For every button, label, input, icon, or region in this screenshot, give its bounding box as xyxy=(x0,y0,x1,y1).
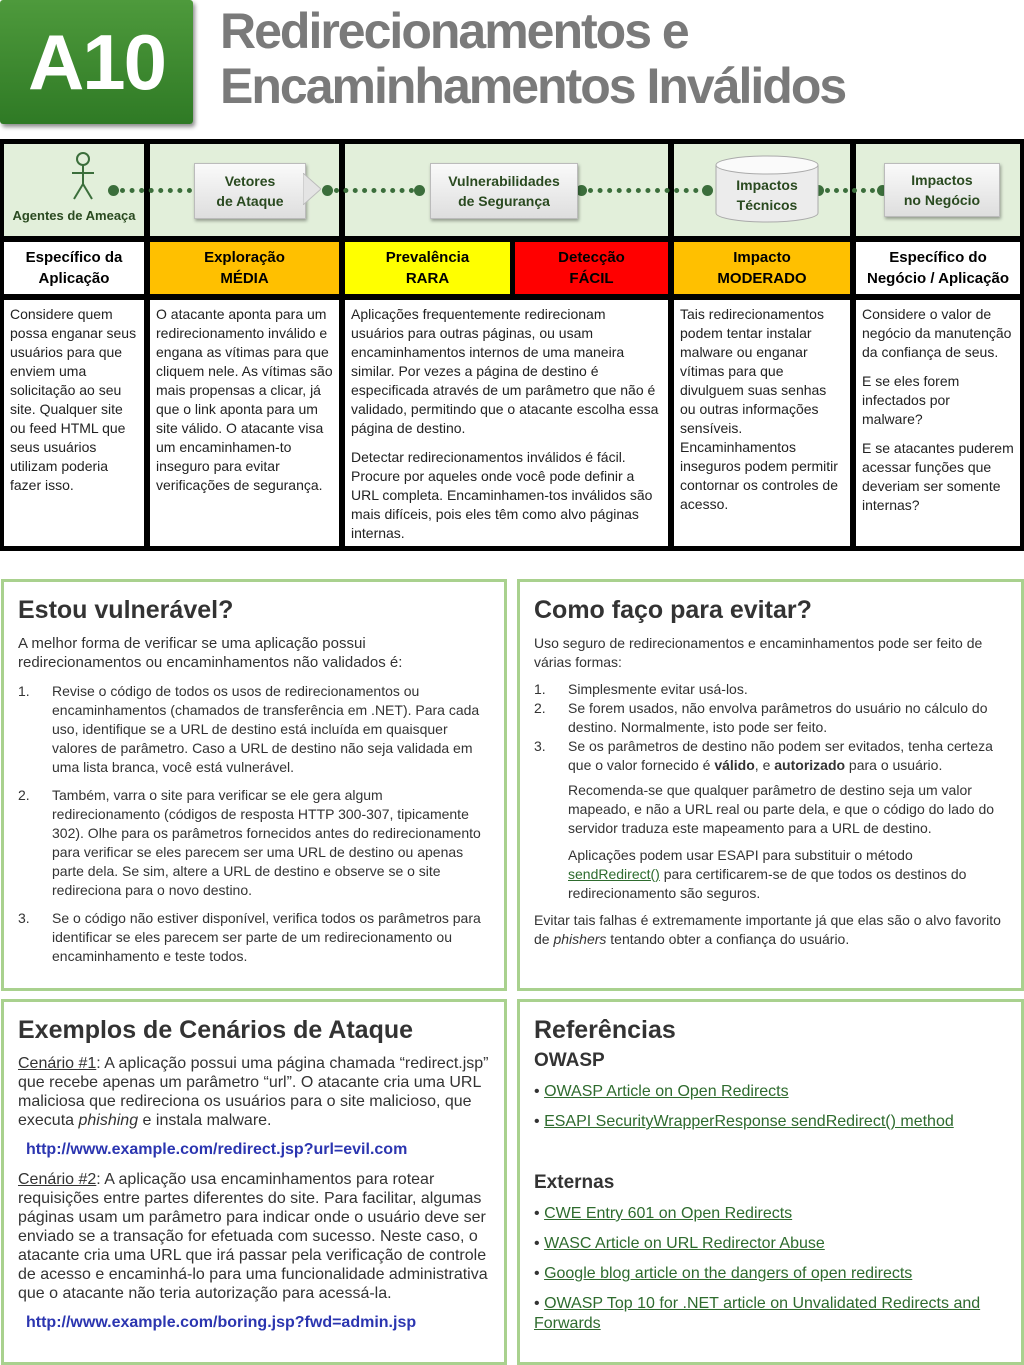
list-number: 3. xyxy=(534,738,546,754)
business-impacts-line-2: no Negócio xyxy=(903,192,981,208)
owasp-dotnet-link[interactable]: OWASP Top 10 for .NET article on Unvalidated Redirects and Forwards xyxy=(534,1295,981,1332)
attack-vectors-line-1: Vetores xyxy=(224,173,276,189)
security-weakness-box xyxy=(430,163,578,219)
technical-impacts-line-1: Impactos xyxy=(736,177,798,193)
list-item xyxy=(534,680,1007,699)
mapping-paragraph: Recomenda-se que qualquer parâmetro de destino seja um valor mapeado, e não a URL real ou parte dela, e que o código do lado do servidor traduza este mapeamento para a URL de destino. xyxy=(568,782,995,836)
phishers-term: phishers xyxy=(553,931,607,947)
business-impacts-line-1: Impactos xyxy=(911,172,973,188)
scenario-2-text: : A aplicação usa encaminhamentos para rotear requisições entre partes diferentes do site. Para facilitar, algumas páginas usam um parâmetro para indicar onde o usuário deve ser enviado se a transação for efetuada com sucesso. Neste caso, o atacante cria uma URL que irá passar pela verificação de controle de acesso e encaminhá-lo para uma funcionalidade administrativa que o atacante não teria autorização para acessá-la. xyxy=(18,1171,488,1302)
app-specific-header xyxy=(4,242,144,294)
title-line-1: Redirecionamentos e xyxy=(220,3,688,59)
risk-table xyxy=(0,139,1024,551)
list-number: 1. xyxy=(534,681,546,697)
detectability-value: FÁCIL xyxy=(569,270,614,287)
business-specific-header xyxy=(856,242,1020,294)
list-text: Simplesmente evitar usá-los. xyxy=(568,681,748,697)
list-text: Se o código não estiver disponível, verifica todos os parâmetros para identificar se eles parecem ser parte de um redirecionamento ou encaminhamento e teste todos. xyxy=(52,910,481,964)
page-title xyxy=(220,4,1020,114)
example-url-1: http://www.example.com/redirect.jsp?url=evil.com xyxy=(26,1141,408,1158)
app-specific-line-2: Aplicação xyxy=(38,270,110,287)
esapi-sendredirect-link[interactable]: ESAPI SecurityWrapperResponse sendRedirect() method xyxy=(544,1113,954,1130)
attack-vectors-box xyxy=(194,163,306,219)
business-paragraph-2: E se eles forem infectados por malware? xyxy=(862,373,960,427)
connector-line xyxy=(825,188,875,193)
reference-item xyxy=(534,1082,1007,1102)
business-paragraph-1: Considere o valor de negócio da manutenção da confiança de seus. xyxy=(862,306,1012,360)
bullet: • xyxy=(534,1295,540,1312)
business-impacts-box xyxy=(884,163,1000,217)
scenarios-panel xyxy=(1,999,507,1365)
vulnerable-list xyxy=(18,682,490,966)
connector-dot xyxy=(702,185,713,196)
prevent-title: Como faço para evitar? xyxy=(534,596,812,624)
business-impacts-description xyxy=(856,300,1020,546)
reference-item xyxy=(534,1234,1007,1254)
reference-item xyxy=(534,1112,1007,1132)
connector-dot xyxy=(414,185,425,196)
list-item xyxy=(18,909,490,966)
closing-text: Evitar tais falhas é extremamente importante já que elas são o alvo favorito de xyxy=(534,912,1001,947)
scenario-2 xyxy=(18,1170,490,1303)
prevent-panel xyxy=(517,579,1024,991)
list-text: Revise o código de todos os usos de redirecionamentos ou encaminhamentos (chamados de transferência em .NET). Para cada uso, identifique se a URL de destino está incluída em quaisquer valores de parâmetro. Caso a URL de destino não seja validada em uma lista branca, você está vulnerável. xyxy=(52,683,480,775)
vulnerable-intro: A melhor forma de verificar se uma aplicação possui redirecionamentos ou encaminhamentos não validados é: xyxy=(18,635,403,671)
cwe-601-link[interactable]: CWE Entry 601 on Open Redirects xyxy=(544,1205,793,1222)
reference-item xyxy=(534,1204,1007,1224)
app-specific-line-1: Específico da xyxy=(25,249,123,266)
exploitability-value: MÉDIA xyxy=(220,270,269,287)
exploitability-rating xyxy=(150,242,339,294)
impact-value: MODERADO xyxy=(717,270,807,287)
scenario-1 xyxy=(18,1054,490,1130)
exploitability-label: Exploração xyxy=(204,249,285,266)
scenario-1-text: : A aplicação possui uma página chamada “redirect.jsp” que recebe apenas um parâmetro “url”. O atacante cria uma URL maliciosa que redireciona os usuários para o site malicioso, que executa xyxy=(18,1055,489,1129)
list-item xyxy=(18,682,490,777)
list-number: 2. xyxy=(534,700,546,716)
detectability-rating xyxy=(515,242,668,294)
references-panel xyxy=(517,999,1024,1365)
vulnerable-panel xyxy=(1,579,507,991)
phishing-term: phishing xyxy=(78,1112,139,1129)
person-icon xyxy=(70,152,96,202)
sendredirect-link[interactable]: sendRedirect() xyxy=(568,866,660,882)
security-weakness-line-2: de Segurança xyxy=(458,193,550,209)
reference-item xyxy=(534,1294,1007,1334)
bullet: • xyxy=(534,1083,540,1100)
esapi-text: para certificarem-se de que todos os destinos do redirecionamento são seguros. xyxy=(568,866,967,901)
closing-text: tentando obter a confiança do usuário. xyxy=(606,931,850,947)
risk-badge: A10 xyxy=(0,0,193,124)
scenarios-title: Exemplos de Cenários de Ataque xyxy=(18,1016,414,1044)
attack-vectors-description: O atacante aponta para um redirecionamento inválido e engana as vítimas para que cliquem nele. As vítimas são mais propensas a clicar, já que o link aponta para um site válido. O atacante visa um encaminhamen-to inseguro para evitar verificações de segurança. xyxy=(150,300,339,546)
list-item xyxy=(534,737,1007,775)
connector-dot xyxy=(108,185,119,196)
esapi-paragraph xyxy=(534,846,1007,903)
list-number: 1. xyxy=(18,683,30,699)
scenario-1-label: Cenário #1 xyxy=(18,1055,97,1072)
bullet: • xyxy=(534,1113,540,1130)
closing-paragraph xyxy=(534,911,1007,949)
impact-label: Impacto xyxy=(733,249,791,266)
connector-line xyxy=(588,188,708,193)
arrow-right-icon xyxy=(303,173,321,205)
threat-agents-label: Agentes de Ameaça xyxy=(12,208,136,223)
list-text: Se os parâmetros de destino não podem ser evitados, tenha certeza que o valor fornecido é xyxy=(568,738,993,773)
connector-line xyxy=(120,188,192,193)
scenario-2-label: Cenário #2 xyxy=(18,1171,97,1188)
technical-impacts-description: Tais redirecionamentos podem tentar instalar malware ou enganar vítimas para que divulguem suas senhas ou outras informações sensíveis. Encaminhamentos inseguros podem permitir contornar os controles de acesso. xyxy=(674,300,850,546)
attack-vectors-line-2: de Ataque xyxy=(216,193,284,209)
owasp-heading: OWASP xyxy=(534,1050,605,1071)
prevent-intro: Uso seguro de redirecionamentos e encaminhamentos pode ser feito de várias formas: xyxy=(534,635,983,670)
vulnerable-title: Estou vulnerável? xyxy=(18,596,234,624)
prevalence-label: Prevalência xyxy=(385,249,470,266)
esapi-text: Aplicações podem usar ESAPI para substituir o método xyxy=(568,847,913,863)
google-blog-link[interactable]: Google blog article on the dangers of open redirects xyxy=(544,1265,913,1282)
weakness-paragraph: Aplicações frequentemente redirecionam usuários para outras páginas, ou usam encaminhamentos internos de uma maneira similar. Por vezes a página de destino é especificada através de um parâmetro que não é validado, permitindo que o atacante escolha essa página de destino. xyxy=(351,306,659,436)
technical-impacts-label xyxy=(714,175,820,215)
owasp-open-redirects-link[interactable]: OWASP Article on Open Redirects xyxy=(544,1083,789,1100)
bold-authorized: autorizado xyxy=(774,757,846,773)
list-text: Também, varra o site para verificar se ele gera algum redirecionamento (códigos de resposta HTTP 300-307, tipicamente 302). Olhe para os parâmetros fornecidos antes do redirecionamento para verificar se eles parecem ser uma URL de destino ou apenas parte dela. Se sim, altere a URL de destino e observe se o site redireciona para o novo destino. xyxy=(52,787,481,898)
list-number: 3. xyxy=(18,910,30,926)
security-weakness-description xyxy=(345,300,668,546)
list-item xyxy=(534,699,1007,737)
scenario-1-text: e instala malware. xyxy=(138,1112,272,1129)
list-text: Se forem usados, não envolva parâmetros do usuário no cálculo do destino. Normalmente, isto pode ser feito. xyxy=(568,700,988,735)
bullet: • xyxy=(534,1235,540,1252)
business-paragraph-3: E se atacantes puderem acessar funções que deveriam ser somente internas? xyxy=(862,440,1014,513)
business-specific-line-1: Específico do xyxy=(889,249,987,266)
external-heading: Externas xyxy=(534,1172,615,1193)
detectability-label: Detecção xyxy=(558,249,625,266)
threat-agents-description: Considere quem possa enganar seus usuários para que enviem uma solicitação ao seu site. Qualquer site ou feed HTML que seus usuários utilizam poderia fazer isso. xyxy=(4,300,144,546)
references-title: Referências xyxy=(534,1016,676,1044)
prevalence-rating xyxy=(345,242,510,294)
business-specific-line-2: Negócio / Aplicação xyxy=(867,270,1009,287)
connector-dot xyxy=(322,185,333,196)
example-url-2: http://www.example.com/boring.jsp?fwd=admin.jsp xyxy=(26,1314,417,1331)
impact-rating xyxy=(674,242,850,294)
bullet: • xyxy=(534,1265,540,1282)
list-text: , e xyxy=(754,757,775,773)
prevalence-value: RARA xyxy=(405,270,450,287)
technical-impacts-line-2: Técnicos xyxy=(736,197,798,213)
reference-item xyxy=(534,1264,1007,1284)
wasc-link[interactable]: WASC Article on URL Redirector Abuse xyxy=(544,1235,825,1252)
list-item xyxy=(18,786,490,900)
security-weakness-line-1: Vulnerabilidades xyxy=(448,173,560,189)
bold-valid: válido xyxy=(714,757,755,773)
list-number: 2. xyxy=(18,787,30,803)
bullet: • xyxy=(534,1205,540,1222)
prevent-list xyxy=(534,680,1007,775)
list-text: para o usuário. xyxy=(845,757,943,773)
detection-paragraph: Detectar redirecionamentos inválidos é fácil. Procure por aqueles onde você pode definir a URL completa. Encaminhamen-tos inválidos são mais difíceis, pois eles têm como alvo páginas internas. xyxy=(351,449,653,541)
title-line-2: Encaminhamentos Inválidos xyxy=(220,58,846,114)
connector-line xyxy=(334,188,414,193)
